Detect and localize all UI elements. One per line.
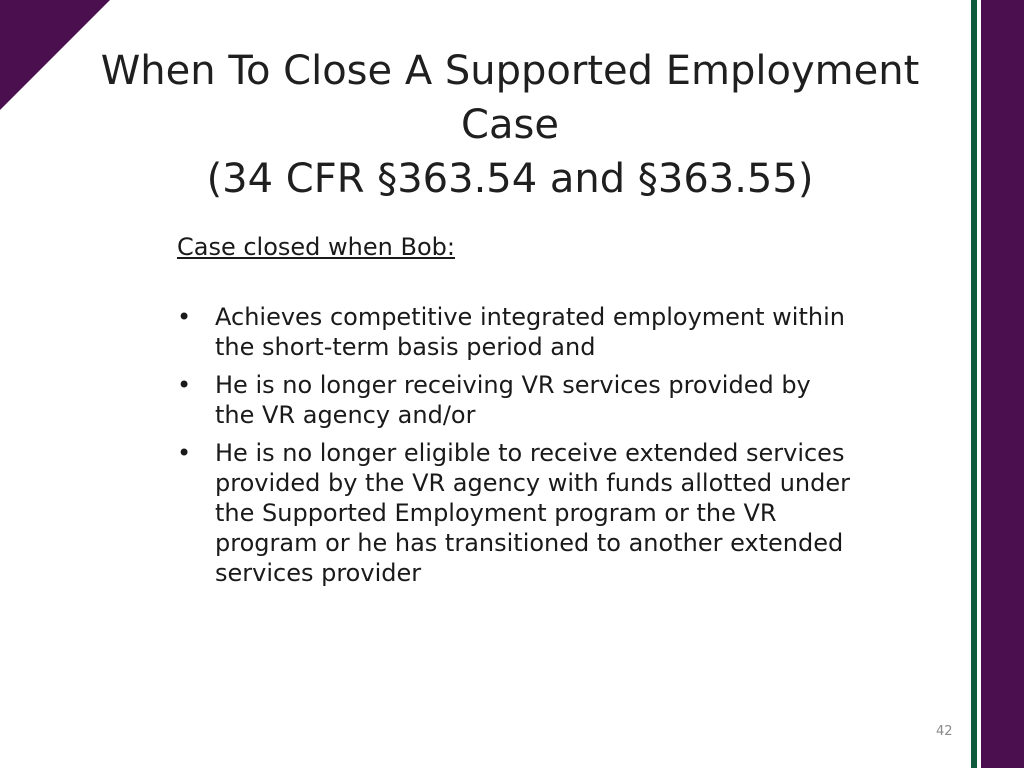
slide-content — [177, 232, 857, 596]
bullet-text: He is no longer receiving VR services provided by the VR agency and/or — [215, 371, 811, 429]
slide-title-line-2: (34 CFR §363.54 and §363.55) — [206, 156, 814, 202]
bullet-icon: • — [177, 439, 192, 467]
bullet-icon: • — [177, 303, 192, 331]
right-accent-bar-purple — [981, 0, 1024, 768]
bullet-item — [177, 370, 857, 430]
bullet-icon: • — [177, 371, 192, 399]
bullet-item — [177, 438, 857, 588]
slide-title-line-1: When To Close A Supported Employment Case — [100, 48, 920, 148]
bullet-item — [177, 302, 857, 362]
bullet-list — [177, 302, 857, 588]
bullet-text: He is no longer eligible to receive extended services provided by the VR agency with funds allotted under the Supported Employment program or the VR program or he has transitioned to another extended services provider — [215, 439, 850, 587]
slide-subtitle: Case closed when Bob: — [177, 233, 455, 261]
page-number: 42 — [936, 724, 953, 739]
slide-title — [60, 44, 960, 206]
bullet-text: Achieves competitive integrated employment within the short-term basis period and — [215, 303, 845, 361]
